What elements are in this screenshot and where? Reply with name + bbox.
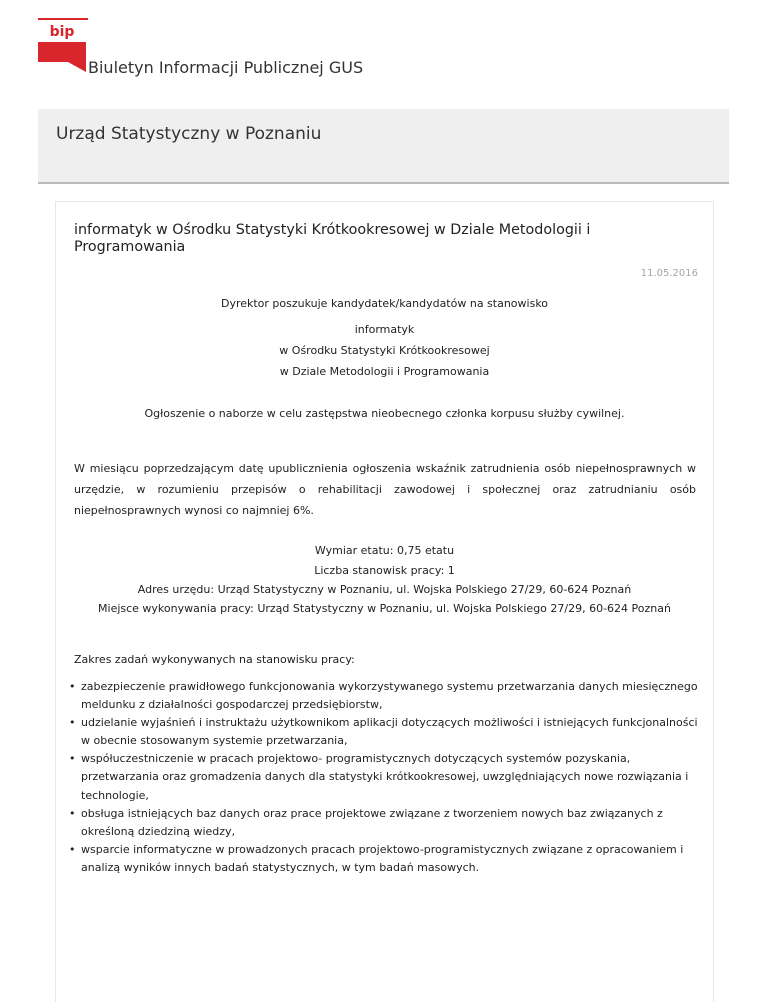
site-title[interactable]: Biuletyn Informacji Publicznej GUS [88,58,364,77]
task-item: • wsparcie informatyczne w prowadzonych pracach projektowo-programistycznych związane z opracowaniem i analizą wyników innych badań statystycznych, w tym badań masowych. [69,841,699,877]
replacement-note: Ogłoszenie o naborze w celu zastępstwa nieobecnego członka korpusu służby cywilnej. [144,407,625,420]
position-line: w Ośrodku Statystyki Krótkookresowej [279,344,490,357]
bip-logo-text: bip [49,24,75,40]
detail-line: Miejsce wykonywania pracy: Urząd Statystyczny w Poznaniu, ul. Wojska Polskiego 27/29, 60-624 Poznań [98,602,671,615]
publication-date: 11.05.2016 [640,268,698,279]
intro-text: Dyrektor poszukuje kandydatek/kandydatów na stanowisko [220,297,549,310]
task-list [69,678,699,877]
detail-line: Wymiar etatu: 0,75 etatu [314,544,455,557]
bip-logo[interactable] [38,18,88,72]
tasks-heading: Zakres zadań wykonywanych na stanowisku pracy: [74,653,355,666]
announcement-title: informatyk w Ośrodku Statystyki Krótkookresowej w Dziale Metodologii i Programowania [74,222,591,255]
detail-line: Liczba stanowisk pracy: 1 [314,564,455,577]
announcement-card [55,201,714,1002]
disability-employment-paragraph: W miesiącu poprzedzającym datę upublicznienia ogłoszenia wskaźnik zatrudnienia osób niepełnosprawnych w urzędzie, w rozumieniu przepisów o rehabilitacji zawodowej i społecznej oraz zatrudnianiu osób niepełnosprawnych wynosi co najmniej 6%. [74,462,696,517]
task-item: • zabezpieczenie prawidłowego funkcjonowania wykorzystywanego systemu przetwarzania danych miesięcznego meldunku z działalności gospodarczej przedsiębiorstw, [69,678,699,714]
office-name[interactable]: Urząd Statystyczny w Poznaniu [56,124,322,144]
position-line: w Dziale Metodologii i Programowania [279,365,490,378]
task-item: • współuczestniczenie w pracach projektowo- programistycznych dotyczących systemów pozyskania, przetwarzania oraz gromadzenia danych dla statystyki krótkookresowej, uwzględniających nowe rozwiązania i technologie, [69,750,699,804]
task-item: • udzielanie wyjaśnień i instruktażu użytkownikom aplikacji dotyczących możliwości i istniejących funkcjonalności w obecnie stosowanym systemie przetwarzania, [69,714,699,750]
position-line: informatyk [354,323,415,336]
office-header-bar [38,109,729,184]
task-item: • obsługa istniejących baz danych oraz prace projektowe związane z tworzeniem nowych baz związanych z określoną dziedziną wiedzy, [69,805,699,841]
detail-line: Adres urzędu: Urząd Statystyczny w Poznaniu, ul. Wojska Polskiego 27/29, 60-624 Poznań [137,583,632,596]
